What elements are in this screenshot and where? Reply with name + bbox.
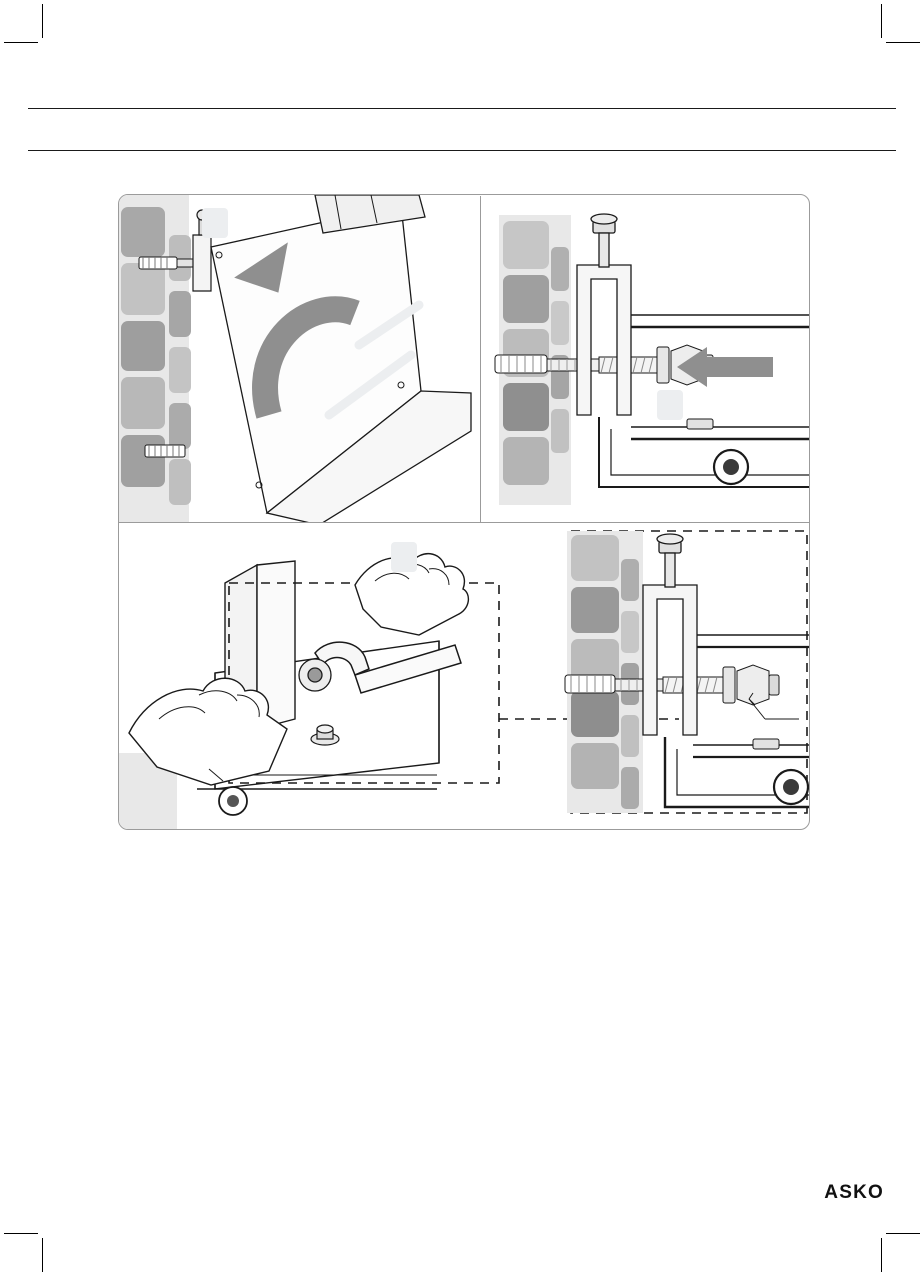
panel-1-step-badge (202, 208, 228, 238)
crop-mark-top-left-h (4, 42, 38, 43)
panel-2-step-badge (657, 390, 683, 420)
crop-mark-bottom-right-v (881, 1238, 882, 1272)
panel-3-illustration (119, 523, 809, 829)
crop-mark-bottom-right-h (886, 1233, 920, 1234)
installation-figure (118, 194, 810, 830)
panel-tighten-bolt (119, 523, 809, 829)
panel-tilt-appliance (119, 195, 480, 522)
crop-mark-top-left-v (42, 4, 43, 38)
panel-bracket-bolt-detail (481, 195, 809, 522)
brand-logo: ASKO (824, 1182, 884, 1203)
crop-mark-bottom-left-v (42, 1238, 43, 1272)
panel-3-step-badge (391, 542, 417, 572)
panel-1-illustration (119, 195, 480, 522)
header-rule-bottom (28, 150, 896, 151)
crop-mark-top-right-v (881, 4, 882, 38)
crop-mark-bottom-left-h (4, 1233, 38, 1234)
header-rule-top (28, 108, 896, 109)
crop-mark-top-right-h (886, 42, 920, 43)
panel-2-illustration (481, 195, 809, 522)
wheel-roller-icon (714, 450, 748, 484)
